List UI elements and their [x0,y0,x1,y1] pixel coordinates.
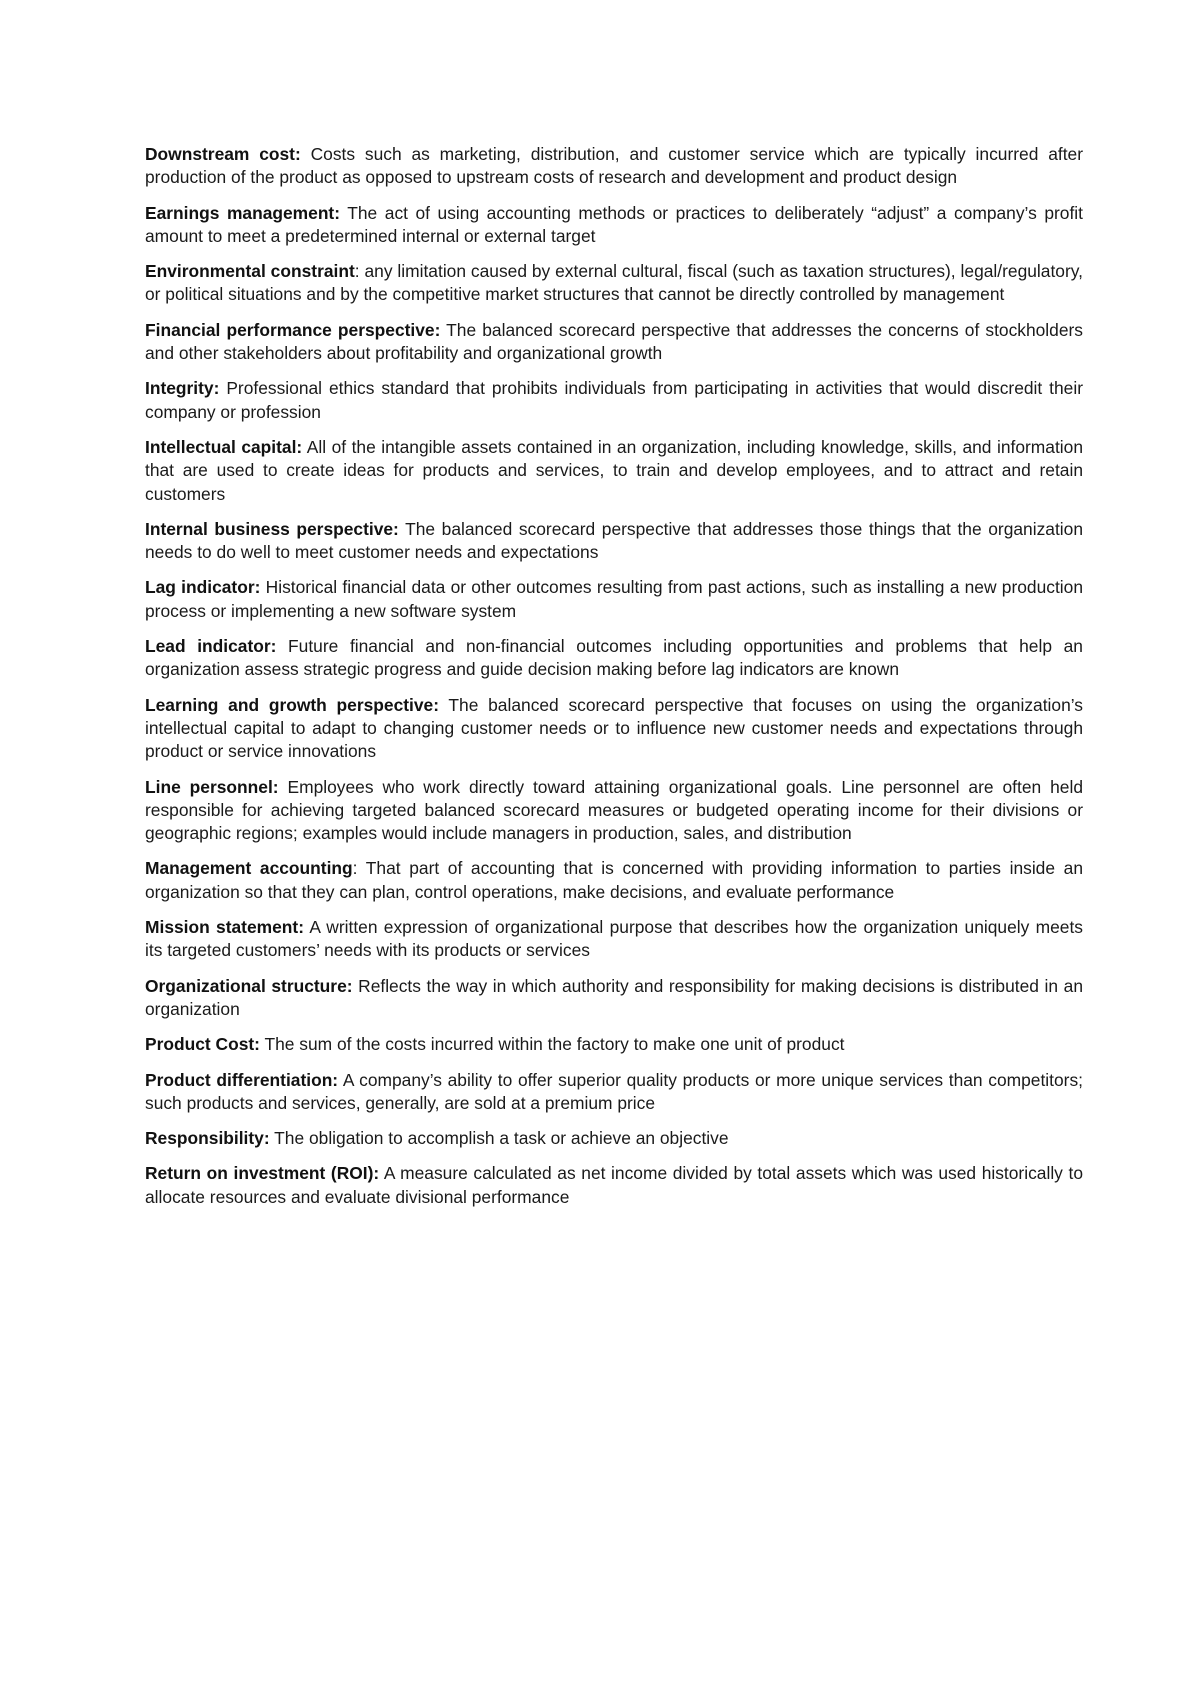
glossary-term: Product Cost: [145,1034,260,1055]
glossary-term: Downstream cost: [145,144,301,164]
glossary-list [145,143,1083,1221]
glossary-entry-product-cost [145,1033,1083,1056]
glossary-term: Integrity: [145,378,220,399]
glossary-definition: Costs such as marketing, distribution, and customer service which are typically incurred after production of the product as opposed to upstream costs of research and development and product design [145,144,1084,188]
glossary-entry-internal-business-perspective [145,518,1083,565]
glossary-term: Environmental constraint [145,261,355,282]
glossary-entry-organizational-structure [145,975,1083,1022]
glossary-entry-earnings-management [145,202,1083,249]
glossary-term: Mission statement: [145,917,304,938]
glossary-entry-integrity [145,377,1083,424]
glossary-definition: Future financial and non-financial outcomes including opportunities and problems that help an organization assess strategic progress and guide decision making before lag indicators are known [145,636,1083,680]
glossary-term: Return on investment (ROI): [145,1163,380,1184]
glossary-definition: The act of using accounting methods or practices to deliberately “adjust” a company’s profit amount to meet a predetermined internal or external target [145,202,1083,246]
glossary-entry-responsibility [145,1127,1083,1150]
glossary-term: Organizational structure: [145,975,353,996]
glossary-entry-line-personnel [145,776,1083,846]
glossary-term: Internal business perspective: [145,518,399,539]
glossary-definition: Professional ethics standard that prohibits individuals from participating in activities that would discredit their company or profession [145,378,1083,422]
glossary-entry-downstream-cost [145,143,1083,190]
glossary-term: Financial performance perspective: [145,319,441,340]
glossary-entry-intellectual-capital [145,436,1083,506]
glossary-entry-environmental-constraint [145,260,1083,307]
glossary-entry-return-on-investment [145,1162,1083,1209]
glossary-definition: The sum of the costs incurred within the factory to make one unit of product [259,1034,845,1055]
glossary-entry-mission-statement [145,916,1083,963]
glossary-definition: Historical financial data or other outcomes resulting from past actions, such as installing a new production process or implementing a new software system [145,577,1083,621]
glossary-definition: A written expression of organizational purpose that describes how the organization uniquely meets its targeted customers’ needs with its products or services [145,917,1083,961]
glossary-entry-financial-performance-perspective [145,319,1083,366]
glossary-term: Intellectual capital: [145,436,303,457]
glossary-definition: : any limitation caused by external cultural, fiscal (such as taxation structures), legal/regulatory, or political situations and by the competitive market structures that cannot be directly controlled by management [145,261,1083,305]
glossary-term: Management accounting [145,858,353,879]
glossary-term: Learning and growth perspective: [145,694,439,715]
glossary-term: Lag indicator: [145,577,261,598]
glossary-entry-learning-and-growth-perspective [145,694,1083,764]
glossary-definition: Reflects the way in which authority and responsibility for making decisions is distributed in an organization [145,975,1083,1019]
glossary-definition: The balanced scorecard perspective that addresses the concerns of stockholders and other stakeholders about profitability and organizational growth [145,319,1083,364]
glossary-definition: : That part of accounting that is concerned with providing information to parties inside an organization so that they can plan, control operations, make decisions, and evaluate performance [145,858,1083,902]
glossary-entry-lag-indicator [145,576,1083,623]
glossary-definition: A company’s ability to offer superior quality products or more unique services than competitors; such products and services, generally, are sold at a premium price [145,1069,1083,1113]
glossary-term: Product differentiation: [145,1069,339,1090]
glossary-definition: Employees who work directly toward attaining organizational goals. Line personnel are often held responsible for achieving targeted balanced scorecard measures or budgeted operating income for their divisions or geographic regions; examples would include managers in production, sales, and distribution [145,776,1083,844]
glossary-entry-management-accounting [145,857,1083,904]
glossary-term: Line personnel: [145,776,279,797]
glossary-definition: The balanced scorecard perspective that focuses on using the organization’s intellectual capital to adapt to changing customer needs or to influence new customer needs and expectations through product or service innovations [145,694,1083,762]
glossary-definition: All of the intangible assets contained in an organization, including knowledge, skills, and information that are used to create ideas for products and services, to train and develop employees, and to attract and retain customers [145,436,1084,504]
glossary-entry-lead-indicator [145,635,1083,682]
glossary-definition: The obligation to accomplish a task or achieve an objective [269,1128,729,1149]
glossary-term: Earnings management: [145,202,341,223]
glossary-definition: The balanced scorecard perspective that addresses those things that the organization needs to do well to meet customer needs and expectations [145,518,1083,563]
glossary-term: Responsibility: [145,1128,270,1149]
glossary-definition: A measure calculated as net income divided by total assets which was used historically to allocate resources and evaluate divisional performance [145,1163,1083,1207]
glossary-term: Lead indicator: [145,636,277,657]
glossary-entry-product-differentiation [145,1069,1083,1116]
